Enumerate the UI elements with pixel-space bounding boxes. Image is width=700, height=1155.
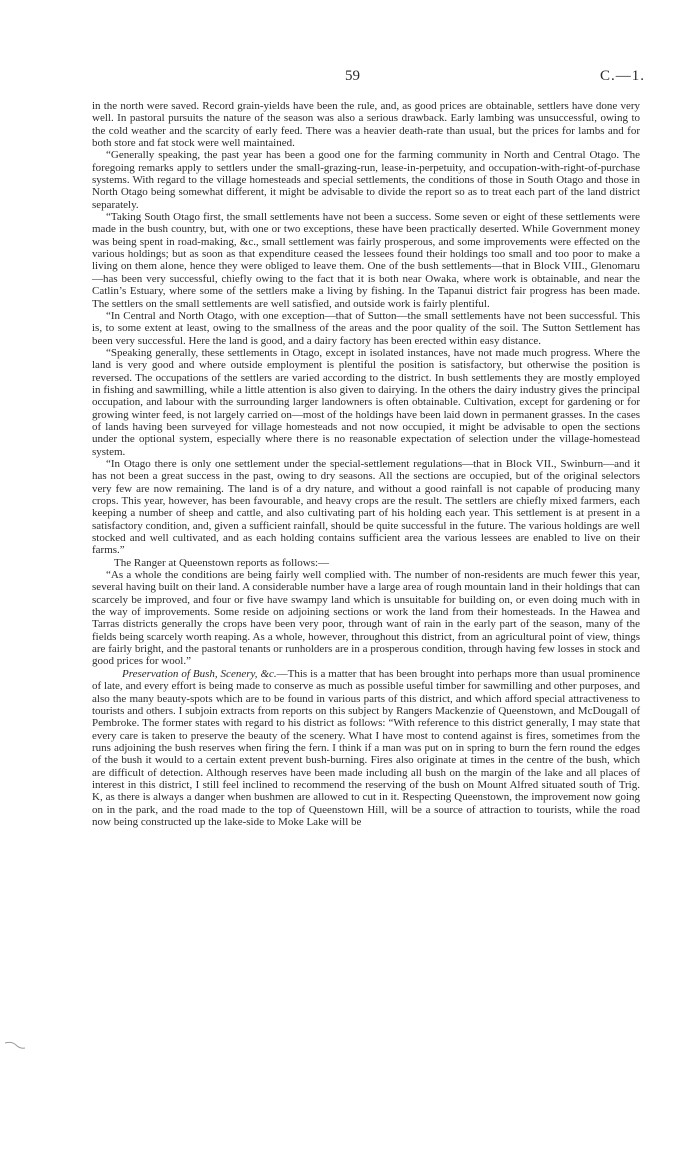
paragraph: “Speaking generally, these settlements in Otago, except in isolated instances, have not made much progress. Where the land is very good and where outside employment is plentiful the position is satisfactory, but otherwise the position is reversed. The occupations of the settlers are varied according to the district. In bush settlements they are mostly employed in fishing and sawmilling, while a little attention is also given to dairying. In the others the dairy industry gives the principal occupation, and labour with the surrounding larger landowners is often obtainable. Cultivation, except for gardening or for growing winter feed, is not largely carried on—most of the holdings have been laid down in permanent grasses. In the cases of lands having been surveyed for village homesteads and not now occupied, it might be advisable to open the sections under the optional system, especially where there is no reasonable expectation of selection under the village-homestead system. [92,346,640,458]
paragraph [92,668,640,828]
paragraph: in the north were saved. Record grain-yields have been the rule, and, as good prices are obtainable, settlers have done very well. In pastoral pursuits the nature of the season was also a serious drawback. Early lambing was unsuccessful, owing to the cold weather and the scarcity of early feed. There was a heavier death-rate than usual, but the prices for lambs and for both store and fat stock were well maintained. [92,100,640,150]
page-header [0,68,700,88]
paragraph: “In Central and North Otago, with one exception—that of Sutton—the small settlements have not been successful. This is, to some extent at least, owing to the smallness of the areas and the poor quality of the soil. The Sutton Settlement has been very successful. Here the land is good, and a dairy factory has been erected within easy distance. [92,309,640,347]
paragraph-text: —This is a matter that has been brought into perhaps more than usual prominence of late, and every effort is being made to conserve as much as possible useful timber for sawmilling and other purposes, and also the many beauty-spots which are to be found in various parts of this district, and which afford special attractiveness to tourists and others. I subjoin extracts from reports on this subject by Rangers Mackenzie of Queenstown, and McDougall of Pembroke. The former states with regard to his district as follows: “With reference to this district generally, I may state that every care is taken to preserve the beauty of the scenery. What I have most to contend against is fires, sometimes from the runs adjoining the bush reserves when firing the fern. I think if a man was put on in spring to burn the fern round the edges of the bush it would to a certain extent prevent bush-burning. Fires also originate at times in the centre of the bush, which are difficult of detection. Although reserves have been made including all bush on the margin of the lake and all places of interest in this district, I still feel inclined to recommend the reserving of the bush on Mount Alfred situated south of Trig. K, as there is always a danger when bushmen are allowed to cut in it. Respecting Queenstown, the improvement now going on in the park, and the road made to the top of Queenstown Hill, will be a source of attraction to tourists, while the road now being constructed up the lake-side to Moke Lake will be [92,667,640,828]
document-reference: C.—1. [600,68,646,84]
body-text [92,100,640,828]
page-number: 59 [345,68,360,84]
paragraph: “Taking South Otago first, the small settlements have not been a success. Some seven or eight of these settlements were made in the bush country, but, with one or two exceptions, these have been practically deserted. While Government money was being spent in road-making, &c., small settlement was fairly prosperous, and some improvements were effected on the various holdings; but as soon as that expenditure ceased the lessees found their holdings too small and too poor to make a living on them alone, hence they were obliged to leave them. One of the bush settlements—that in Block VIII., Glenomaru—has been very successful, chiefly owing to the fact that it is both near Owaka, where work is obtainable, and near the Catlin’s Estuary, where some of the settlers make a living by fishing. In the Tapanui district fair progress has been made. The settlers on the small settlements are well satisfied, and outside work is fairly plentiful. [92,211,640,310]
paragraph: “Generally speaking, the past year has been a good one for the farming community in North and Central Otago. The foregoing remarks apply to settlers under the small-grazing-run, lease-in-perpetuity, and occupation-with-right-of-purchase systems. With regard to the village homesteads and special settlements, the conditions of those in South Otago and those in North Otago being somewhat different, it might be advisable to divide the report so as to treat each part of the land district separately. [92,149,640,211]
paragraph: The Ranger at Queenstown reports as follows:— [114,556,330,569]
margin-mark [4,1040,26,1050]
paragraph: “As a whole the conditions are being fairly well complied with. The number of non-residents are much fewer this year, several having built on their land. A considerable number have a large area of rough mountain land in their holdings that can scarcely be improved, and four or five have swampy land which is unsuitable for building on, or even doing much with in the way of improvements. Some reside on adjoining sections or work the land from their homesteads. In the Hawea and Tarras districts generally the crops have been very poor, through want of rain in the early part of the season, many of the fields being scarcely worth reaping. As a whole, however, throughout this district, from an agricultural point of view, things are fairly bright, and the pastoral tenants or runholders are in a prosperous condition, through having few losses in stock and good prices for wool.” [92,569,640,668]
paragraph: “In Otago there is only one settlement under the special-settlement regulations—that in Block VII., Swinburn—and it has not been a great success in the past, owing to dry seasons. All the sections are occupied, but of the original selectors very few are now remaining. The land is of a dry nature, and without a good rainfall is not capable of producing many crops. This year, however, has been favourable, and heavy crops are the result. The settlers are chiefly mixed farmers, each keeping a number of sheep and cattle, and also cultivating part of his holding each year. This settlement is at present in a satisfactory condition, and, given a sufficient rainfall, should be quite successful in the future. The various holdings are well stocked and well cultivated, and as each holding contains sufficient area the various lessees are enabled to live on their farms.” [92,457,640,557]
section-heading: Preservation of Bush, Scenery, &c. [122,667,277,680]
